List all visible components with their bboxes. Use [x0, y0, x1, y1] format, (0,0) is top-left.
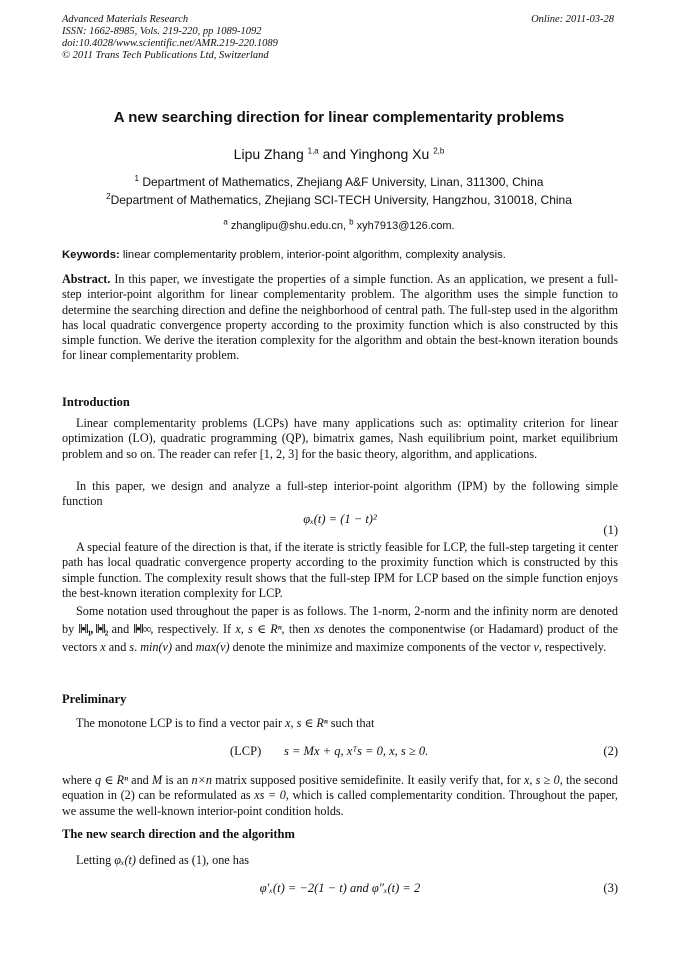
p4-max: max(v)	[195, 640, 230, 654]
prelim-p2-b: and	[127, 773, 153, 787]
prelim-para-1	[62, 716, 618, 731]
prelim-p1-b: such that	[327, 716, 375, 730]
issn-line: ISSN: 1662-8985, Vols. 219-220, pp 1089-1092	[62, 26, 262, 37]
affiliation-1	[0, 175, 678, 189]
intro-para-4	[62, 602, 618, 656]
p4-text-e: and	[105, 640, 130, 654]
p4-xs: xs	[314, 622, 325, 636]
equation-3-number: (3)	[603, 881, 618, 895]
intro-para-1: Linear complementarity problems (LCPs) have many applications such as: optimality criterion for linear optimization (LO), quadratic programming (QP), bimatrix games, Nash equilibrium point, market equilibrium problem and so on. The reader can refer [1, 2, 3] for the basic theory, algorithm, and applications.	[62, 416, 618, 461]
author-2-sup: 2,b	[433, 146, 445, 156]
equation-3-body: φ′ₓ(t) = −2(1 − t) and φ″ₓ(t) = 2	[259, 881, 421, 895]
prelim-p2-M: M	[152, 773, 163, 787]
equation-1-body: φₓ(t) = (1 − t)²	[303, 512, 377, 526]
online-date: Online: 2011-03-28	[531, 14, 614, 25]
email-b: xyh7913@126.com.	[353, 220, 455, 232]
prelim-p2-q: q ∈ Rⁿ	[95, 773, 128, 787]
p4-text-c: , then	[281, 622, 315, 636]
prelim-heading: Preliminary	[62, 692, 127, 706]
newdir-heading: The new search direction and the algorithm	[62, 827, 295, 841]
p4-text-h: denote the minimize and maximize components of the vector	[229, 640, 534, 654]
equation-1-number: (1)	[603, 523, 618, 537]
affiliation-1-sup: 1	[134, 174, 139, 183]
doi-line: doi:10.4028/www.scientific.net/AMR.219-220.1089	[62, 38, 278, 49]
prelim-p1-a: The monotone LCP is to find a vector pair	[76, 716, 286, 730]
author-2: and Yinghong Xu	[318, 146, 434, 162]
equation-2-body: s = Mx + q, xᵀs = 0, x, s ≥ 0.	[284, 744, 429, 758]
p4-text-b: , respectively. If	[150, 622, 236, 636]
intro-para-2: In this paper, we design and analyze a full-step interior-point algorithm (IPM) by the following simple function	[62, 479, 618, 509]
p4-v: v	[533, 640, 539, 654]
prelim-p2-xs0: xs = 0	[254, 788, 286, 803]
intro-para-3: A special feature of the direction is that, if the iterate is strictly feasible for LCP, the full-step targeting it center path has local quadratic convergence property according to the proximity function which is constructed by this simple function. The complexity result shows that the full-step IPM for LCP based on the simple function enjoys the best-known iteration complexity for LCP.	[62, 540, 618, 600]
keywords-label: Keywords:	[62, 249, 120, 261]
equation-2-number: (2)	[603, 744, 618, 758]
affiliation-2-sup: 2	[106, 192, 111, 201]
prelim-para-2	[62, 773, 618, 819]
p4-and: and	[107, 622, 134, 636]
newdir-para-1	[62, 853, 618, 868]
prelim-p2-nn: n×n	[191, 773, 212, 787]
newdir-p1-phi: φₓ(t)	[114, 853, 136, 867]
affiliation-1-text: Department of Mathematics, Zhejiang A&F University, Linan, 311300, China	[139, 175, 544, 189]
email-a: zhanglipu@shu.edu.cn,	[227, 220, 350, 232]
norm-infinity: ‖•‖∞	[133, 622, 151, 636]
p4-text-f: .	[134, 640, 141, 654]
affiliation-2	[0, 193, 678, 207]
norm-symbols: ‖•‖₁, ‖•‖₂	[78, 622, 108, 636]
p4-text-g: and	[172, 640, 196, 654]
email-line	[0, 217, 678, 232]
p4-x: x	[100, 640, 106, 654]
author-1-sup: 1,a	[307, 146, 319, 156]
newdir-p1-a: Letting	[76, 853, 115, 867]
newdir-p1-b: defined as (1), one has	[135, 853, 250, 867]
prelim-p2-f: , which is called complementarity condition. Throughout the paper, we assume the well-known interior-point condition holds.	[62, 788, 618, 818]
p4-text-d: denotes the componentwise (or Hadamard) product of the vectors	[62, 622, 619, 654]
intro-heading: Introduction	[62, 395, 130, 409]
email-b-sup: b	[349, 217, 354, 227]
keywords-text: linear complementarity problem, interior-point algorithm, complexity analysis.	[119, 249, 506, 261]
p4-s: s	[129, 640, 135, 654]
author-line	[0, 146, 678, 162]
prelim-p2-e: , the second equation in (2) can be reformulated as	[62, 773, 618, 803]
prelim-p2-d: matrix supposed positive semidefinite. It easily verify that, for	[211, 773, 524, 787]
prelim-p1-vars: x, s ∈ Rⁿ	[285, 716, 328, 730]
copyright-line: © 2011 Trans Tech Publications Ltd, Switzerland	[62, 50, 269, 61]
email-a-sup: a	[223, 217, 228, 227]
journal-header	[62, 14, 278, 62]
p4-text-a: Some notation used throughout the paper is as follows. The 1-norm, 2-norm and the infinity norm are denoted by	[62, 604, 618, 636]
equation-2-label: (LCP)	[230, 744, 262, 758]
abstract-label: Abstract.	[62, 272, 111, 286]
abstract	[62, 272, 618, 364]
p4-min: min(v)	[140, 640, 173, 654]
p4-condition: x, s ∈ Rⁿ	[235, 622, 282, 636]
paper-title: A new searching direction for linear complementarity problems	[113, 109, 565, 126]
keywords	[62, 249, 622, 261]
p4-text-i: , respectively.	[538, 640, 607, 654]
journal-name: Advanced Materials Research	[62, 14, 189, 25]
abstract-text: In this paper, we investigate the properties of a simple function. As an application, we present a full-step interior-point algorithm for linear complementarity problem. The algorithm uses the simple function to determine the searching direction and define the neighborhood of central path. The full-step used in the algorithm has local quadratic convergence property according to the proximity function which is also constructed by this simple function. We derive the iteration complexity for the algorithm and obtain the best-known iteration bounds for linear complementarity problem.	[62, 272, 618, 363]
prelim-p2-c: is an	[162, 773, 192, 787]
prelim-p2-xs: x, s ≥ 0	[523, 773, 560, 787]
affiliation-2-text: Department of Mathematics, Zhejiang SCI-TECH University, Hangzhou, 310018, China	[110, 193, 572, 207]
author-1: Lipu Zhang	[233, 146, 308, 162]
prelim-p2-a: where	[62, 773, 96, 787]
